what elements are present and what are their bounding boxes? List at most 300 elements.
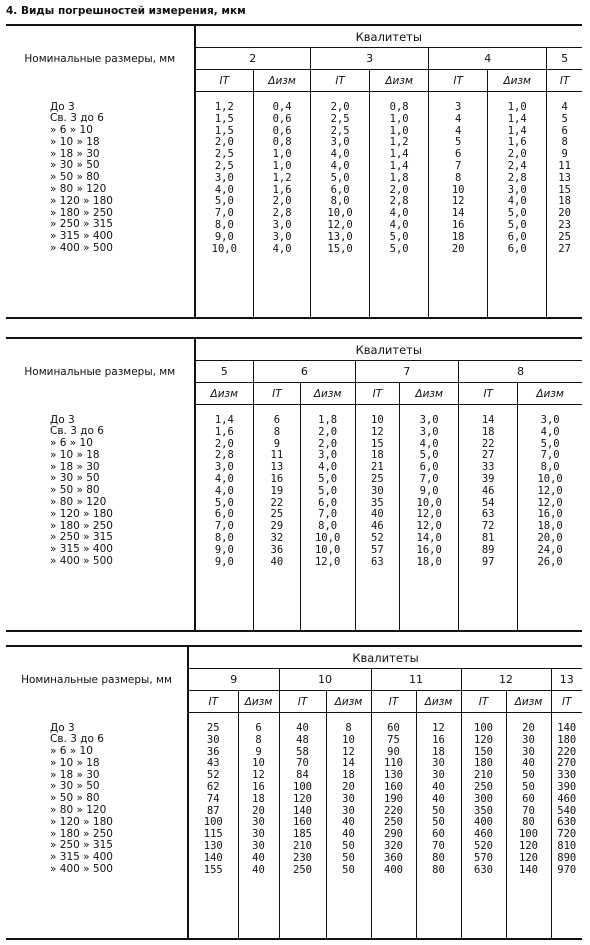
table-cell-value: 10,0	[314, 531, 341, 544]
grade-13-header: 13	[551, 669, 582, 691]
table-cell-value: 52	[371, 531, 384, 544]
table-cell-value: 70	[522, 804, 535, 817]
table-cell-value: 5,0	[214, 496, 234, 509]
table-cell-value: 81	[481, 531, 495, 544]
table-cell-value: 27	[558, 242, 571, 255]
delta-column-header: Δизм	[506, 691, 551, 713]
table-cell-value: 1,2	[389, 136, 409, 149]
table-cell-value: 63	[481, 508, 495, 521]
table-cell-value: 400	[474, 816, 493, 829]
table-cell-value: 1,4	[389, 159, 409, 172]
table-cell-value: 5	[455, 136, 462, 149]
table-cell-value: 15	[558, 183, 571, 196]
table-cell-value: 120	[519, 839, 538, 852]
table-cell-value: 84	[296, 769, 309, 782]
table-cell-value: 12,0	[416, 520, 442, 533]
table-cell-value: 140	[557, 722, 577, 734]
table-cell-value: 25	[270, 508, 284, 521]
table-cell-value: 460	[557, 792, 577, 805]
table-cell-value: 33	[481, 461, 495, 474]
table-cell-value: 4,0	[389, 218, 409, 231]
grade-2-header: 2	[195, 48, 311, 70]
table-cell-value: 2,4	[507, 159, 527, 172]
table-cell-value: 16,0	[416, 543, 442, 556]
table-cell-value: 4,0	[214, 183, 234, 196]
table-cell-value: 0,6	[272, 124, 292, 137]
table-cell-value: 7	[455, 159, 462, 172]
table-cell-value: 130	[203, 839, 223, 852]
size-range-row: » 18 » 30	[50, 768, 100, 781]
grade-9-it-column	[188, 713, 238, 939]
grade-7-it-column	[355, 405, 400, 631]
table-cell-value: 540	[557, 804, 577, 817]
table-cell-value: 30	[342, 792, 355, 805]
table-cell-value: 23	[558, 218, 571, 231]
qualities-header: Квалитеты	[195, 25, 582, 48]
grade-2-delta-column	[254, 92, 311, 318]
table-cell-value: 87	[206, 804, 220, 817]
table-cell-value: 8	[455, 171, 462, 184]
table-cell-value: 1,4	[507, 112, 527, 125]
table-cell-value: 570	[474, 851, 493, 864]
table-cell-value: 50	[522, 780, 535, 793]
table-cell-value: 63	[371, 555, 384, 568]
table-cell-value: 2,8	[389, 195, 409, 208]
grade-7-delta-column	[400, 405, 459, 631]
it-column-header: IT	[279, 691, 326, 713]
table-cell-value: 1,6	[507, 136, 527, 149]
table-cell-value: 1,4	[389, 148, 409, 161]
table-cell-value: 7,0	[214, 520, 234, 533]
table-cell-value: 7,0	[540, 449, 560, 462]
nominal-sizes-header: Номинальные размеры, мм	[6, 338, 195, 405]
table-cell-value: 30	[522, 733, 535, 746]
table-cell-value: 1,0	[507, 101, 527, 113]
table-cell-value: 14	[451, 207, 465, 220]
table-cell-value: 3,0	[330, 136, 350, 149]
table-cell-value: 30	[206, 733, 220, 746]
it-column-header: IT	[459, 383, 518, 405]
table-cell-value: 0,6	[272, 112, 292, 125]
table-cell-value: 190	[384, 792, 403, 805]
table-cell-value: 97	[481, 555, 495, 568]
table-cell-value: 10	[252, 757, 265, 770]
table-cell-value: 30	[342, 804, 355, 817]
qualities-header: Квалитеты	[195, 338, 582, 361]
size-range-row: » 30 » 50	[50, 159, 100, 172]
grade-9-header: 9	[188, 669, 279, 691]
size-range-row: » 30 » 50	[50, 780, 100, 793]
table-cell-value: 6,0	[507, 242, 527, 255]
table-cell-value: 1,8	[389, 171, 409, 184]
table-cell-value: 6	[455, 148, 462, 161]
size-range-row: » 315 » 400	[50, 230, 113, 243]
table-cell-value: 4,0	[507, 195, 527, 208]
table-cell-value: 4,0	[389, 207, 409, 220]
table-cell-value: 14	[481, 414, 495, 426]
table-cell-value: 5,0	[318, 472, 338, 485]
table-cell-value: 50	[522, 769, 535, 782]
table-cell-value: 20	[558, 207, 571, 220]
table-cell-value: 30	[252, 839, 265, 852]
table-cell-value: 270	[557, 757, 577, 770]
grade-9-delta-column	[238, 713, 279, 939]
table-cell-value: 35	[371, 496, 384, 509]
table-cell-value: 80	[522, 816, 535, 829]
table-cell-value: 12,0	[537, 484, 563, 497]
table-cell-value: 14,0	[416, 531, 442, 544]
qualities-header: Квалитеты	[188, 646, 582, 669]
table-cell-value: 8,0	[540, 461, 560, 474]
table-cell-value: 2,8	[272, 207, 292, 220]
table-cell-value: 26,0	[537, 555, 563, 568]
table-cell-value: 100	[293, 780, 312, 793]
table-cell-value: 9	[273, 437, 281, 450]
grade-5-it-column	[547, 92, 582, 318]
table-cell-value: 50	[342, 839, 355, 852]
table-cell-value: 58	[296, 745, 309, 758]
table-cell-value: 21	[371, 461, 384, 474]
it-column-header: IT	[429, 70, 488, 92]
grade-13-it-column	[551, 713, 582, 939]
table-cell-value: 10	[451, 183, 465, 196]
table-cell-value: 16,0	[537, 508, 563, 521]
table-cell-value: 40	[432, 792, 445, 805]
size-range-row: » 400 » 500	[50, 863, 113, 876]
table-cell-value: 40	[522, 757, 535, 770]
table-cell-value: 3,0	[419, 414, 439, 426]
size-range-row: » 80 » 120	[50, 183, 107, 196]
nominal-sizes-header: Номинальные размеры, мм	[6, 25, 195, 92]
table-cell-value: 2,5	[330, 112, 350, 125]
grade-5-header: 5	[195, 361, 254, 383]
grade-11-delta-column	[416, 713, 461, 939]
grade-3-delta-column	[370, 92, 429, 318]
grade-12-delta-column	[506, 713, 551, 939]
table-cell-value: 12	[252, 769, 265, 782]
table-cell-value: 350	[474, 804, 493, 817]
tolerance-table-1	[6, 24, 582, 319]
grade-6-delta-column	[300, 405, 355, 631]
table-cell-value: 3	[455, 101, 462, 113]
table-cell-value: 8,0	[214, 531, 234, 544]
table-cell-value: 13,0	[327, 230, 353, 243]
table-cell-value: 5,0	[389, 230, 409, 243]
size-range-row: » 6 » 10	[50, 745, 93, 758]
table-cell-value: 1,5	[214, 112, 234, 125]
table-cell-value: 6,0	[330, 183, 350, 196]
table-cell-value: 1,4	[214, 414, 234, 426]
table-cell-value: 12	[342, 745, 355, 758]
size-range-row: » 10 » 18	[50, 756, 100, 769]
table-cell-value: 80	[432, 851, 445, 864]
table-cell-value: 5,0	[330, 171, 350, 184]
table-cell-value: 18	[252, 792, 265, 805]
table-cell-value: 6	[255, 722, 262, 734]
table-cell-value: 89	[481, 543, 495, 556]
table-cell-value: 16	[432, 733, 445, 746]
table-cell-value: 50	[432, 816, 445, 829]
grade-12-header: 12	[461, 669, 551, 691]
it-column-header: IT	[195, 70, 254, 92]
table-cell-value: 185	[293, 828, 312, 841]
size-range-row: » 6 » 10	[50, 437, 93, 450]
table-cell-value: 48	[296, 733, 309, 746]
table-cell-value: 30	[522, 745, 535, 758]
table-cell-value: 16	[252, 780, 265, 793]
table-cell-value: 6,0	[419, 461, 439, 474]
table-cell-value: 290	[384, 828, 403, 841]
table-cell-value: 25	[371, 472, 384, 485]
table-cell-value: 13	[558, 171, 571, 184]
table-cell-value: 1,8	[318, 414, 338, 426]
table-cell-value: 4	[455, 112, 462, 125]
table-cell-value: 3,0	[540, 414, 560, 426]
table-cell-value: 5,0	[507, 207, 527, 220]
table-cell-value: 6	[561, 124, 568, 137]
table-cell-value: 250	[293, 863, 312, 876]
table-cell-value: 7,0	[419, 472, 439, 485]
table-cell-value: 40	[252, 851, 265, 864]
table-cell-value: 250	[474, 780, 493, 793]
grade-6-header: 6	[254, 361, 356, 383]
table-cell-value: 8	[273, 425, 281, 438]
size-range-row: » 400 » 500	[50, 555, 113, 568]
grade-8-it-column	[459, 405, 518, 631]
table-cell-value: 2,0	[318, 437, 338, 450]
table-cell-value: 330	[557, 769, 577, 782]
table-cell-value: 1,0	[389, 124, 409, 137]
table-cell-value: 1,6	[214, 425, 234, 438]
table-cell-value: 18	[451, 230, 465, 243]
size-range-row: » 250 » 315	[50, 839, 113, 852]
table-cell-value: 20,0	[537, 531, 563, 544]
table-cell-value: 40	[432, 780, 445, 793]
size-range-row: До 3	[50, 721, 75, 734]
table-cell-value: 40	[296, 722, 309, 734]
it-column-header: IT	[311, 70, 370, 92]
grade-4-header: 4	[429, 48, 547, 70]
table-cell-value: 250	[384, 816, 403, 829]
delta-column-header: Δизм	[326, 691, 371, 713]
size-range-row: » 120 » 180	[50, 815, 113, 828]
table-cell-value: 20	[451, 242, 465, 255]
grade-10-delta-column	[326, 713, 371, 939]
table-cell-value: 60	[432, 828, 445, 841]
table-cell-value: 3,0	[214, 461, 234, 474]
nominal-sizes-list	[6, 92, 195, 318]
table-cell-value: 1,0	[272, 159, 292, 172]
it-column-header: IT	[547, 70, 582, 92]
table-cell-value: 46	[481, 484, 495, 497]
table-cell-value: 6,0	[214, 508, 234, 521]
table-cell-value: 4,0	[214, 484, 234, 497]
delta-column-header: Δизм	[370, 70, 429, 92]
it-column-header: IT	[355, 383, 400, 405]
size-range-row: Св. 3 до 6	[50, 112, 104, 125]
tolerance-table-2	[6, 337, 582, 632]
table-cell-value: 9,0	[214, 543, 234, 556]
table-cell-value: 890	[557, 851, 577, 864]
table-cell-value: 18,0	[537, 520, 563, 533]
table-cell-value: 5,0	[318, 484, 338, 497]
table-cell-value: 2,0	[214, 136, 234, 149]
delta-column-header: Δизм	[300, 383, 355, 405]
table-cell-value: 630	[474, 863, 493, 876]
table-cell-value: 810	[557, 839, 577, 852]
table-cell-value: 10,0	[327, 207, 353, 220]
table-cell-value: 6	[273, 414, 281, 426]
table-cell-value: 1,0	[389, 112, 409, 125]
table-cell-value: 16	[451, 218, 465, 231]
delta-column-header: Δизм	[238, 691, 279, 713]
size-range-row: » 18 » 30	[50, 460, 100, 473]
table-cell-value: 10,0	[211, 242, 237, 255]
grade-11-it-column	[371, 713, 416, 939]
table-cell-value: 2,0	[389, 183, 409, 196]
size-range-row: Св. 3 до 6	[50, 733, 104, 746]
size-range-row: » 250 » 315	[50, 218, 113, 231]
table-cell-value: 155	[203, 863, 223, 876]
table-cell-value: 14	[342, 757, 355, 770]
table-cell-value: 110	[384, 757, 403, 770]
table-cell-value: 6,0	[318, 496, 338, 509]
size-range-row: » 180 » 250	[50, 206, 113, 219]
table-cell-value: 40	[252, 863, 265, 876]
size-range-row: » 120 » 180	[50, 194, 113, 207]
table-cell-value: 24,0	[537, 543, 563, 556]
table-cell-value: 4	[561, 101, 568, 113]
table-cell-value: 3,0	[507, 183, 527, 196]
table-cell-value: 12	[371, 425, 384, 438]
table-cell-value: 46	[371, 520, 384, 533]
table-cell-value: 3,0	[419, 425, 439, 438]
grade-6-it-column	[254, 405, 301, 631]
size-range-row: » 315 » 400	[50, 543, 113, 556]
table-cell-value: 36	[206, 745, 220, 758]
table-cell-value: 20	[522, 722, 535, 734]
table-cell-value: 40	[371, 508, 384, 521]
size-range-row: » 6 » 10	[50, 124, 93, 137]
table-cell-value: 25	[558, 230, 571, 243]
table-cell-value: 18	[371, 449, 384, 462]
table-cell-value: 2,8	[214, 449, 234, 462]
table-cell-value: 140	[519, 863, 538, 876]
table-cell-value: 360	[384, 851, 403, 864]
table-cell-value: 15,0	[327, 242, 353, 255]
table-cell-value: 220	[557, 745, 577, 758]
table-cell-value: 13	[270, 461, 284, 474]
it-column-header: IT	[254, 383, 301, 405]
size-range-row: Св. 3 до 6	[50, 425, 104, 438]
table-cell-value: 6,0	[507, 230, 527, 243]
it-column-header: IT	[461, 691, 506, 713]
table-cell-value: 30	[252, 816, 265, 829]
table-cell-value: 16	[270, 472, 284, 485]
table-cell-value: 300	[474, 792, 493, 805]
table-cell-value: 320	[384, 839, 403, 852]
table-cell-value: 520	[474, 839, 493, 852]
table-cell-value: 22	[270, 496, 284, 509]
grade-8-header: 8	[459, 361, 582, 383]
table-cell-value: 210	[293, 839, 312, 852]
table-cell-value: 5,0	[419, 449, 439, 462]
table-cell-value: 2,5	[214, 148, 234, 161]
grade-3-it-column	[311, 92, 370, 318]
document-title: 4. Виды погрешностей измерения, мкм	[6, 5, 246, 17]
table-cell-value: 29	[270, 520, 284, 533]
table-cell-value: 12,0	[416, 508, 442, 521]
table-cell-value: 50	[342, 863, 355, 876]
table-cell-value: 4,0	[272, 242, 292, 255]
table-cell-value: 1,0	[272, 148, 292, 161]
table-cell-value: 60	[522, 792, 535, 805]
size-range-row: » 10 » 18	[50, 135, 100, 148]
size-range-row: До 3	[50, 100, 75, 113]
size-range-row: » 80 » 120	[50, 804, 107, 817]
table-cell-value: 9	[255, 745, 262, 758]
table-cell-value: 74	[206, 792, 220, 805]
table-cell-value: 4,0	[318, 461, 338, 474]
table-cell-value: 230	[293, 851, 312, 864]
table-cell-value: 1,4	[507, 124, 527, 137]
table-cell-value: 70	[296, 757, 309, 770]
table-cell-value: 160	[293, 816, 312, 829]
table-cell-value: 7,0	[214, 207, 234, 220]
table-cell-value: 4,0	[540, 425, 560, 438]
table-cell-value: 57	[371, 543, 384, 556]
size-range-row: » 120 » 180	[50, 507, 113, 520]
table-cell-value: 5	[561, 112, 568, 125]
table-cell-value: 2,0	[214, 437, 234, 450]
grade-3-header: 3	[311, 48, 429, 70]
table-cell-value: 160	[384, 780, 403, 793]
table-cell-value: 54	[481, 496, 495, 509]
table-cell-value: 8	[561, 136, 568, 149]
table-cell-value: 2,0	[272, 195, 292, 208]
table-cell-value: 130	[384, 769, 403, 782]
table-cell-value: 8,0	[330, 195, 350, 208]
table-cell-value: 5,0	[389, 242, 409, 255]
delta-column-header: Δизм	[416, 691, 461, 713]
table-cell-value: 11	[558, 159, 571, 172]
table-cell-value: 1,5	[214, 124, 234, 137]
table-cell-value: 25	[206, 722, 220, 734]
table-cell-value: 2,8	[507, 171, 527, 184]
table-cell-value: 10	[342, 733, 355, 746]
table-cell-value: 20	[342, 780, 355, 793]
table-cell-value: 80	[432, 863, 445, 876]
table-cell-value: 22	[481, 437, 495, 450]
table-cell-value: 60	[387, 722, 400, 734]
table-cell-value: 8,0	[318, 520, 338, 533]
size-range-row: » 30 » 50	[50, 472, 100, 485]
table-cell-value: 40	[270, 555, 284, 568]
table-cell-value: 32	[270, 531, 284, 544]
table-cell-value: 460	[474, 828, 493, 841]
grade-4-it-column	[429, 92, 488, 318]
table-cell-value: 18,0	[416, 555, 442, 568]
table-cell-value: 10	[371, 414, 384, 426]
table-cell-value: 1,2	[214, 101, 234, 113]
table-cell-value: 12,0	[314, 555, 341, 568]
grade-10-header: 10	[279, 669, 371, 691]
grade-2-it-column	[195, 92, 254, 318]
size-range-row: » 18 » 30	[50, 147, 100, 160]
table-cell-value: 30	[371, 484, 384, 497]
table-cell-value: 100	[474, 722, 493, 734]
size-range-row: » 180 » 250	[50, 519, 113, 532]
